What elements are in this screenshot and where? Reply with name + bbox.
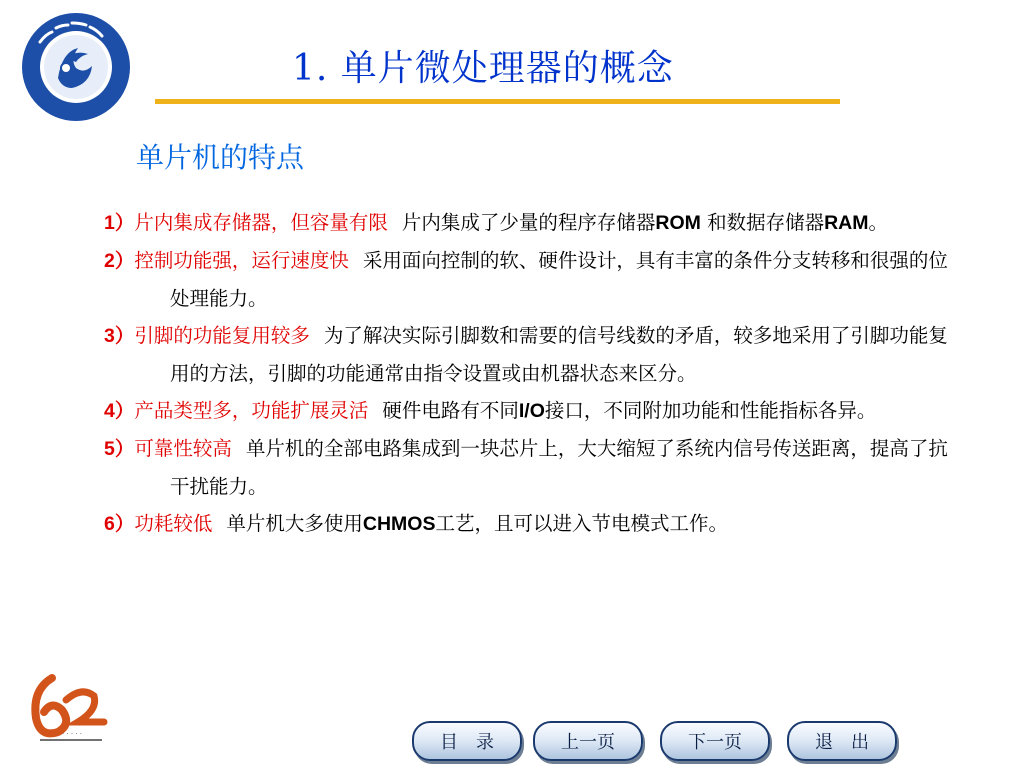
feature-number: 3） — [104, 325, 135, 347]
feature-description: 单片机大多使用 — [226, 512, 363, 535]
feature-description: 采用面向控制的软、硬件设计，具有丰富的条件分支转移和很强的位处理能力。 — [170, 249, 948, 310]
page-title: 1. 单片微处理器的概念 — [292, 48, 674, 89]
exit-button[interactable] — [787, 721, 897, 761]
title-underline — [155, 99, 840, 104]
anniversary-logo — [22, 670, 114, 748]
exit-button-label: 退 出 — [815, 732, 869, 753]
feature-description: ROM — [655, 212, 701, 234]
feature-description: RAM — [824, 212, 869, 234]
feature-item — [104, 392, 964, 430]
feature-description: 。 — [868, 211, 889, 234]
previous-page-button[interactable] — [533, 721, 643, 761]
feature-description: 片内集成了少量的程序存储器 — [401, 211, 656, 234]
feature-number: 5） — [104, 438, 135, 460]
feature-item — [104, 317, 964, 392]
feature-description: I/O — [518, 400, 545, 422]
feature-number: 2） — [104, 250, 135, 272]
feature-number: 1） — [104, 212, 135, 234]
contents-button-label: 目 录 — [440, 732, 494, 753]
previous-page-button-label: 上一页 — [561, 732, 615, 753]
feature-description: 为了解决实际引脚数和需要的信号线数的矛盾，较多地采用了引脚功能复用的方法，引脚的功能通常由指令设置或由机器状态来区分。 — [170, 324, 948, 385]
feature-description: 工艺，且可以进入节电模式工作。 — [435, 512, 728, 535]
feature-heading: 可靠性较高 — [134, 437, 232, 460]
feature-description: 单片机的全部电路集成到一块芯片上，大大缩短了系统内信号传送距离，提高了抗干扰能力。 — [170, 437, 948, 498]
feature-number: 6） — [104, 513, 135, 535]
contents-button[interactable] — [412, 721, 522, 761]
feature-heading: 引脚的功能复用较多 — [134, 324, 310, 347]
feature-item — [104, 242, 964, 317]
feature-description: 和数据存储器 — [700, 211, 825, 234]
university-seal-logo — [10, 8, 142, 126]
feature-description: CHMOS — [362, 513, 436, 535]
feature-list — [104, 204, 964, 543]
feature-heading: 产品类型多，功能扩展灵活 — [134, 399, 369, 422]
feature-heading: 功耗较低 — [134, 512, 213, 535]
feature-item — [104, 204, 964, 242]
next-page-button-label: 下一页 — [688, 732, 742, 753]
svg-text:· · · · ·: · · · · · — [62, 730, 83, 738]
feature-heading: 片内集成存储器，但容量有限 — [134, 211, 388, 234]
feature-heading: 控制功能强，运行速度快 — [134, 249, 349, 272]
feature-description: 硬件电路有不同 — [382, 399, 519, 422]
next-page-button[interactable] — [660, 721, 770, 761]
feature-item — [104, 430, 964, 505]
section-subtitle: 单片机的特点 — [136, 141, 305, 174]
feature-number: 4） — [104, 400, 135, 422]
feature-description: 接口，不同附加功能和性能指标各异。 — [544, 399, 877, 422]
feature-item — [104, 505, 964, 543]
